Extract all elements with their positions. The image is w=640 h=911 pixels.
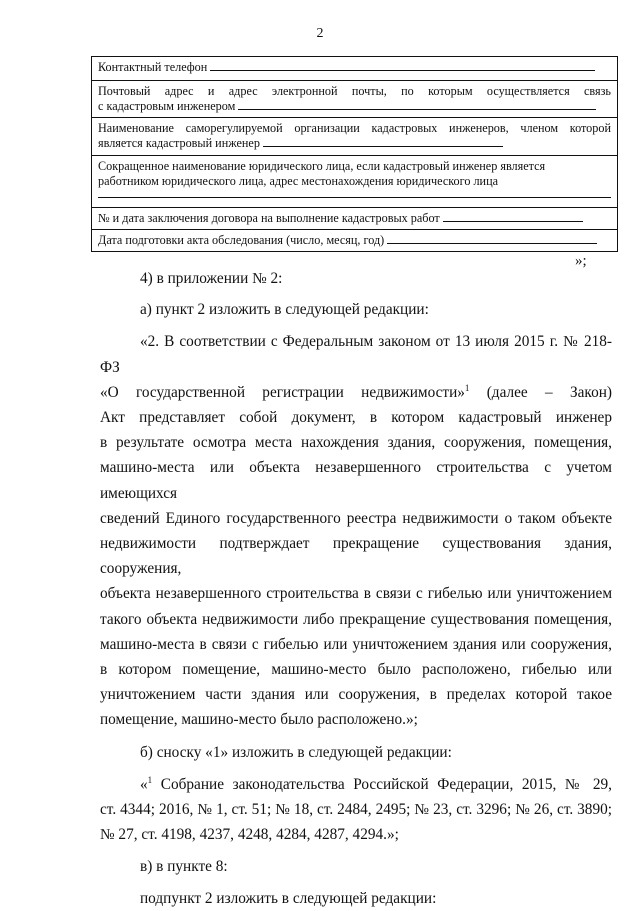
fn-line-1-end: Собрание законодательства Российской Федерации, 2015, № 29, <box>152 775 612 793</box>
legal-fill-line <box>98 191 611 198</box>
fn-line-1 <box>100 772 612 797</box>
legal-label-line2: работником юридического лица, адрес местонахождения юридического лица <box>98 174 498 188</box>
p2-line-10: машино-места в связи с гибелью или уничтожением здания или сооружения, <box>100 635 612 653</box>
p2-line-12: уничтожением части здания или сооружения, в пределах которой такое <box>100 686 612 704</box>
p2-line-2-start: «О государственной регистрации недвижимости» <box>100 383 465 401</box>
p2-line-3: Акт представляет собой документ, в котором кадастровый инженер <box>100 409 612 427</box>
item-v: в) в пункте 8: <box>140 858 228 876</box>
form-row-sro <box>92 118 617 156</box>
fn-line-3: № 27, ст. 4198, 4237, 4248, 4284, 4287, 4294.»; <box>100 826 399 844</box>
date-label: Дата подготовки акта обследования (число, месяц, год) <box>98 233 385 247</box>
p2-line-13: помещение, машино-место было расположено.»; <box>100 711 418 729</box>
p2-line-9: такого объекта недвижимости либо прекращение существования помещения, <box>100 610 612 628</box>
p2-line-11: в котором помещение, машино-место было расположено, гибелью или <box>100 661 612 679</box>
address-label-line1: Почтовый адрес и адрес электронной почты, по которым осуществляется связь <box>98 84 611 98</box>
form-row-legal-entity <box>92 156 617 208</box>
p2-line-8: объекта незавершенного строительства в связи с гибелью или уничтожением <box>100 585 612 603</box>
form-row-address <box>92 81 617 118</box>
page-number: 2 <box>316 26 324 41</box>
form-table <box>91 56 618 252</box>
p2-line-5: машино-места или объекта незавершенного строительства с учетом имеющихся <box>100 459 612 502</box>
sro-fill-line <box>263 136 503 147</box>
subitem-2: подпункт 2 изложить в следующей редакции: <box>140 889 437 907</box>
body-text <box>100 266 612 911</box>
footnote-mark-1: 1 <box>147 774 153 785</box>
sro-label-line2: является кадастровый инженер <box>98 136 260 150</box>
contract-fill-line <box>443 211 583 222</box>
contract-label: № и дата заключения договора на выполнение кадастровых работ <box>98 211 440 225</box>
address-label-line2: с кадастровым инженером <box>98 99 236 113</box>
phone-fill-line <box>210 60 595 71</box>
form-row-date <box>92 230 617 252</box>
p2-line-4: в результате осмотра места нахождения здания, сооружения, помещения, <box>100 434 612 452</box>
legal-label-line1: Сокращенное наименование юридического лица, если кадастровый инженер является <box>98 159 546 173</box>
phone-label: Контактный телефон <box>98 60 208 74</box>
item-b: б) сноску «1» изложить в следующей редакции: <box>140 743 452 761</box>
item-a: а) пункт 2 изложить в следующей редакции: <box>140 301 429 319</box>
item-4: 4) в приложении № 2: <box>140 270 283 287</box>
date-fill-line <box>387 233 597 244</box>
closing-quote: »; <box>575 253 587 269</box>
p2-line-1: «2. В соответствии с Федеральным законом от 13 июля 2015 г. № 218-ФЗ <box>100 333 612 376</box>
p2-line-2 <box>100 380 612 405</box>
paragraph-2 <box>100 329 612 732</box>
footnote-paragraph <box>100 772 612 848</box>
fn-line-1-start: « <box>140 775 148 793</box>
p2-line-6: сведений Единого государственного реестра недвижимости о таком объекте <box>100 509 612 527</box>
form-row-phone <box>92 57 617 81</box>
p2-line-2-end: (далее – Закон) <box>469 383 612 401</box>
sro-label-line1: Наименование саморегулируемой организации кадастровых инженеров, членом которой <box>98 121 611 135</box>
fn-line-2: ст. 4344; 2016, № 1, ст. 51; № 18, ст. 2484, 2495; № 23, ст. 3296; № 26, ст. 3890; <box>100 801 612 819</box>
form-row-contract <box>92 208 617 230</box>
p2-line-7: недвижимости подтверждает прекращение существования здания, сооружения, <box>100 535 612 578</box>
address-fill-line <box>238 99 596 110</box>
footnote-ref-1: 1 <box>464 382 470 393</box>
